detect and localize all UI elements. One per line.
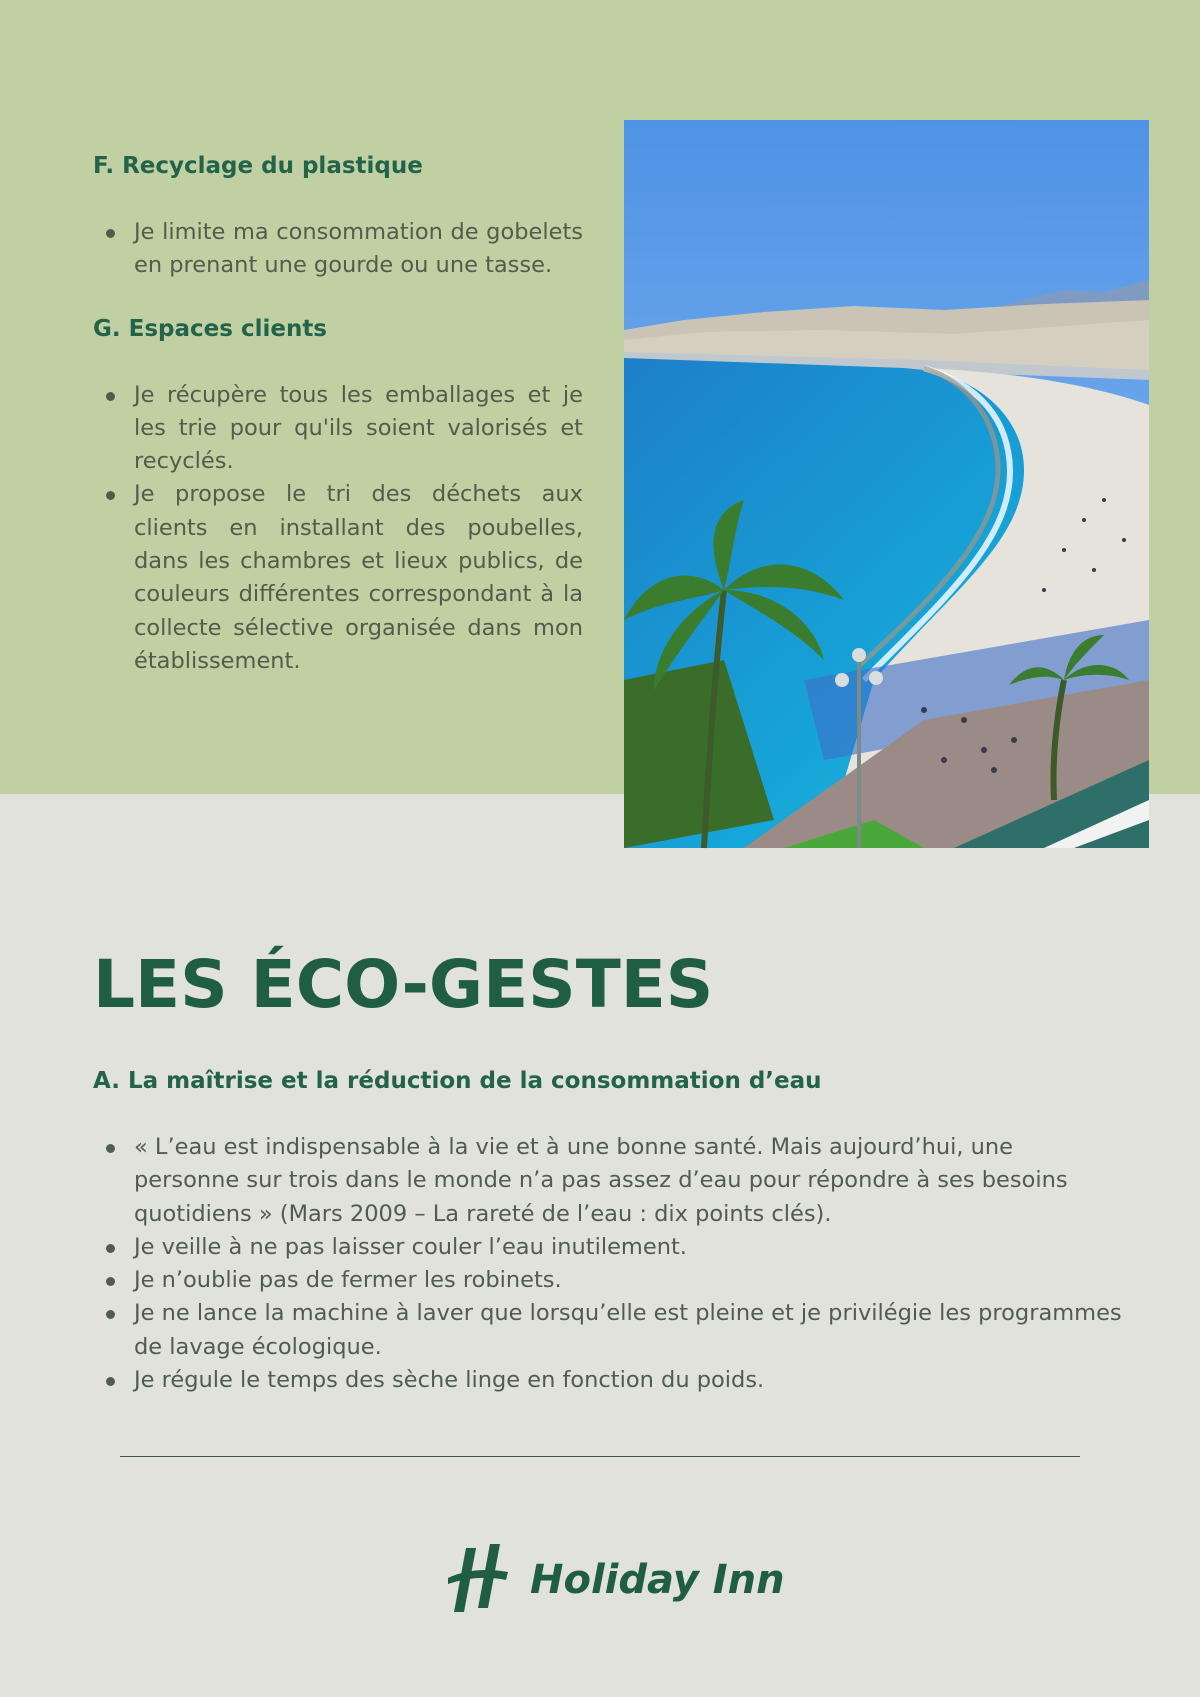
divider-line	[120, 1456, 1080, 1457]
holiday-inn-logo	[446, 1540, 785, 1615]
section-f-list	[93, 216, 583, 283]
section-f-heading: F. Recyclage du plastique	[93, 153, 423, 179]
coastal-promenade-photo	[624, 120, 1149, 848]
page-title: LES ÉCO-GESTES	[93, 946, 714, 1023]
list-item: Je n’oublie pas de fermer les robinets.	[93, 1264, 1123, 1297]
holiday-inn-h-logo-icon	[448, 1544, 508, 1612]
section-a-heading: A. La maîtrise et la réduction de la consommation d’eau	[93, 1068, 822, 1094]
list-item: Je limite ma consommation de gobelets en prenant une gourde ou une tasse.	[93, 216, 583, 283]
list-item: Je propose le tri des déchets aux clients en installant des poubelles, dans les chambres et lieux publics, de couleurs différentes correspondant à la collecte sélective organisée dans mon établissement.	[93, 478, 583, 678]
list-item: Je récupère tous les emballages et je les trie pour qu'ils soient valorisés et recyclés.	[93, 379, 583, 479]
list-item: Je ne lance la machine à laver que lorsqu’elle est pleine et je privilégie les programmes de lavage écologique.	[93, 1297, 1123, 1364]
section-a	[93, 1065, 1123, 1397]
brand-wordmark: Holiday Inn	[530, 1557, 785, 1603]
section-g-list	[93, 379, 583, 679]
list-item: Je veille à ne pas laisser couler l’eau inutilement.	[93, 1231, 1123, 1264]
section-a-list	[93, 1131, 1123, 1397]
list-item: Je régule le temps des sèche linge en fonction du poids.	[93, 1364, 1123, 1397]
section-g-heading: G. Espaces clients	[93, 315, 327, 342]
left-text-column	[93, 150, 583, 678]
list-item: « L’eau est indispensable à la vie et à une bonne santé. Mais aujourd’hui, une personne sur trois dans le monde n’a pas assez d’eau pour répondre à ses besoins quotidiens » (Mars 2009 – La rareté de l’eau : dix points clés).	[93, 1131, 1123, 1231]
